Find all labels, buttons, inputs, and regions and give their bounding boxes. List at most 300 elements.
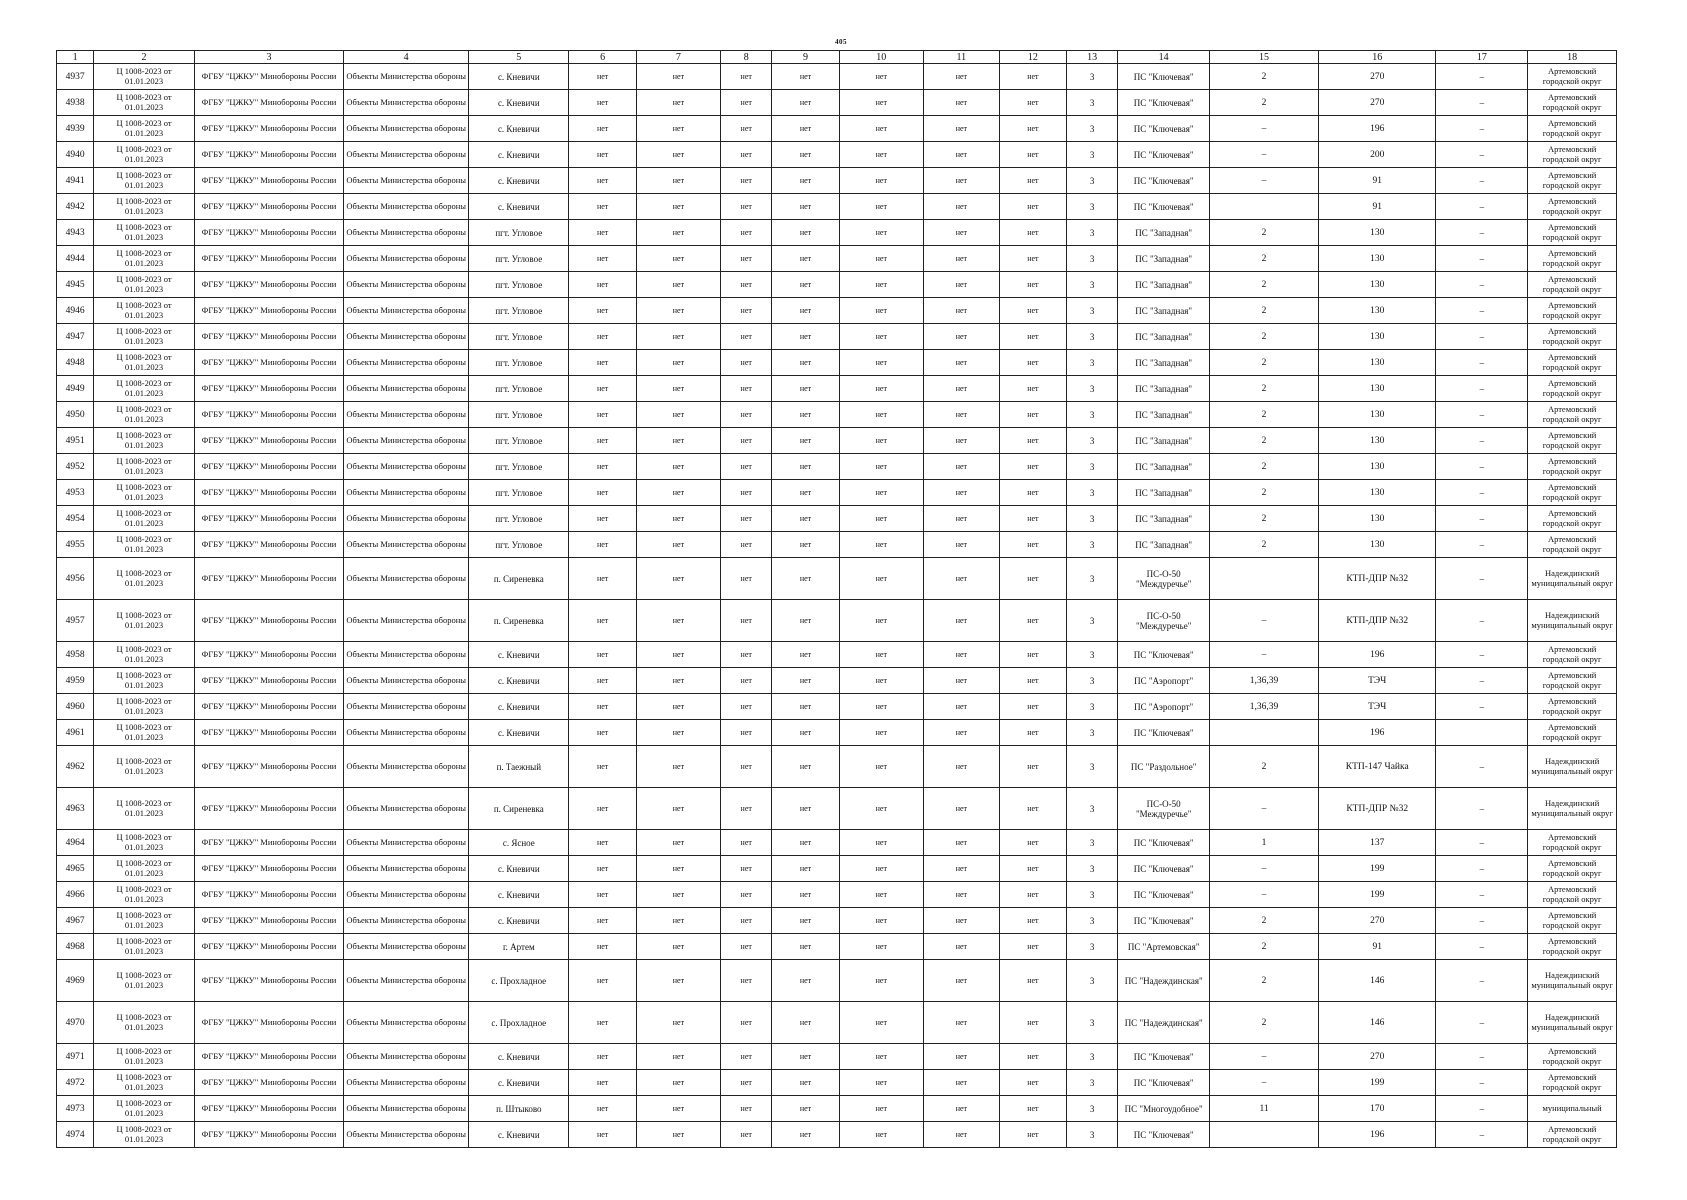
cell-col-6: нет [569,532,636,558]
cell-col-5: с. Кневичи [469,856,569,882]
cell-col-6: нет [569,376,636,402]
cell-col-10: нет [839,1002,923,1044]
cell-col-11: нет [923,668,999,694]
cell-col-14: ПС "Артемовская" [1118,934,1210,960]
cell-col-6: нет [569,350,636,376]
cell-col-7: нет [636,960,720,1002]
cell-col-7: нет [636,558,720,600]
cell-col-3: ФГБУ "ЦЖКУ" Минобороны России [194,298,343,324]
cell-col-17: – [1436,428,1528,454]
cell-col-6: нет [569,934,636,960]
cell-col-3: ФГБУ "ЦЖКУ" Минобороны России [194,272,343,298]
cell-col-3: ФГБУ "ЦЖКУ" Минобороны России [194,1002,343,1044]
cell-col-10: нет [839,246,923,272]
cell-col-6: нет [569,746,636,788]
cell-col-4: Объекты Министерства обороны [344,506,469,532]
cell-col-9: нет [772,882,839,908]
cell-col-9: нет [772,830,839,856]
cell-col-13: 3 [1067,350,1118,376]
cell-col-4: Объекты Министерства обороны [344,168,469,194]
cell-col-18: Артемовский городской округ [1528,246,1617,272]
cell-col-18: Надеждинский муниципальный округ [1528,600,1617,642]
cell-col-2: Ц 1008-2023 от 01.01.2023 [94,882,194,908]
cell-col-10: нет [839,90,923,116]
cell-col-4: Объекты Министерства обороны [344,960,469,1002]
cell-col-10: нет [839,350,923,376]
cell-col-14: ПС "Западная" [1118,428,1210,454]
cell-col-1: 4971 [57,1044,94,1070]
cell-col-14: ПС "Ключевая" [1118,1122,1210,1148]
cell-col-18: Артемовский городской округ [1528,402,1617,428]
cell-col-13: 3 [1067,298,1118,324]
cell-col-13: 3 [1067,830,1118,856]
cell-col-18: Артемовский городской округ [1528,64,1617,90]
table-row [57,246,1617,272]
cell-col-1: 4965 [57,856,94,882]
cell-col-15: 2 [1210,402,1319,428]
cell-col-18: Надеждинский муниципальный округ [1528,558,1617,600]
cell-col-11: нет [923,142,999,168]
cell-col-5: с. Кневичи [469,64,569,90]
column-header-9: 9 [772,51,839,64]
cell-col-16: 130 [1318,532,1435,558]
cell-col-3: ФГБУ "ЦЖКУ" Минобороны России [194,856,343,882]
cell-col-9: нет [772,694,839,720]
cell-col-4: Объекты Министерства обороны [344,720,469,746]
cell-col-17: – [1436,1002,1528,1044]
cell-col-13: 3 [1067,882,1118,908]
cell-col-2: Ц 1008-2023 от 01.01.2023 [94,116,194,142]
cell-col-10: нет [839,720,923,746]
cell-col-4: Объекты Министерства обороны [344,454,469,480]
cell-col-12: нет [999,480,1066,506]
cell-col-13: 3 [1067,506,1118,532]
cell-col-5: с. Прохладное [469,1002,569,1044]
cell-col-8: нет [721,960,772,1002]
cell-col-6: нет [569,480,636,506]
cell-col-17: – [1436,116,1528,142]
cell-col-18: Артемовский городской округ [1528,480,1617,506]
cell-col-16: КТП-147 Чайка [1318,746,1435,788]
cell-col-1: 4951 [57,428,94,454]
cell-col-10: нет [839,882,923,908]
cell-col-5: с. Кневичи [469,168,569,194]
cell-col-15: 2 [1210,532,1319,558]
cell-col-11: нет [923,428,999,454]
cell-col-18: Артемовский городской округ [1528,90,1617,116]
cell-col-15 [1210,720,1319,746]
cell-col-5: пгт. Угловое [469,272,569,298]
cell-col-4: Объекты Министерства обороны [344,746,469,788]
cell-col-16: 130 [1318,298,1435,324]
cell-col-3: ФГБУ "ЦЖКУ" Минобороны России [194,350,343,376]
cell-col-13: 3 [1067,908,1118,934]
cell-col-18: Артемовский городской округ [1528,856,1617,882]
cell-col-6: нет [569,908,636,934]
cell-col-4: Объекты Министерства обороны [344,1070,469,1096]
cell-col-14: ПС "Ключевая" [1118,882,1210,908]
cell-col-9: нет [772,960,839,1002]
cell-col-5: пгт. Угловое [469,428,569,454]
cell-col-4: Объекты Министерства обороны [344,116,469,142]
cell-col-3: ФГБУ "ЦЖКУ" Минобороны России [194,558,343,600]
cell-col-9: нет [772,298,839,324]
cell-col-4: Объекты Министерства обороны [344,642,469,668]
cell-col-17: – [1436,480,1528,506]
cell-col-14: ПС "Западная" [1118,454,1210,480]
cell-col-5: пгт. Угловое [469,402,569,428]
cell-col-2: Ц 1008-2023 от 01.01.2023 [94,168,194,194]
cell-col-17: – [1436,506,1528,532]
cell-col-17: – [1436,908,1528,934]
cell-col-11: нет [923,324,999,350]
table-row [57,558,1617,600]
cell-col-6: нет [569,694,636,720]
cell-col-15: 2 [1210,480,1319,506]
cell-col-10: нет [839,298,923,324]
cell-col-14: ПС "Ключевая" [1118,64,1210,90]
cell-col-14: ПС "Ключевая" [1118,856,1210,882]
cell-col-13: 3 [1067,1070,1118,1096]
cell-col-15: 2 [1210,1002,1319,1044]
cell-col-11: нет [923,746,999,788]
cell-col-10: нет [839,532,923,558]
cell-col-1: 4970 [57,1002,94,1044]
cell-col-17: – [1436,882,1528,908]
cell-col-8: нет [721,428,772,454]
cell-col-16: КТП-ДПР №32 [1318,788,1435,830]
table-row [57,116,1617,142]
cell-col-14: ПС "Аэропорт" [1118,694,1210,720]
cell-col-12: нет [999,1122,1066,1148]
cell-col-9: нет [772,746,839,788]
cell-col-14: ПС "Ключевая" [1118,90,1210,116]
cell-col-17: – [1436,746,1528,788]
cell-col-2: Ц 1008-2023 от 01.01.2023 [94,1044,194,1070]
cell-col-14: ПС "Ключевая" [1118,1044,1210,1070]
cell-col-8: нет [721,142,772,168]
cell-col-8: нет [721,830,772,856]
cell-col-8: нет [721,746,772,788]
cell-col-8: нет [721,402,772,428]
cell-col-16: 196 [1318,642,1435,668]
cell-col-10: нет [839,960,923,1002]
cell-col-15: – [1210,142,1319,168]
cell-col-12: нет [999,90,1066,116]
cell-col-9: нет [772,64,839,90]
cell-col-15: 2 [1210,428,1319,454]
cell-col-11: нет [923,856,999,882]
cell-col-5: с. Кневичи [469,642,569,668]
cell-col-9: нет [772,788,839,830]
cell-col-5: с. Кневичи [469,194,569,220]
table-row [57,376,1617,402]
cell-col-6: нет [569,272,636,298]
cell-col-10: нет [839,402,923,428]
cell-col-5: с. Кневичи [469,116,569,142]
cell-col-4: Объекты Министерства обороны [344,428,469,454]
cell-col-9: нет [772,194,839,220]
cell-col-4: Объекты Министерства обороны [344,90,469,116]
cell-col-7: нет [636,1070,720,1096]
cell-col-2: Ц 1008-2023 от 01.01.2023 [94,376,194,402]
cell-col-16: 130 [1318,246,1435,272]
cell-col-5: с. Ясное [469,830,569,856]
document-table-wrap [56,50,1617,1148]
cell-col-11: нет [923,116,999,142]
cell-col-14: ПС "Ключевая" [1118,720,1210,746]
cell-col-1: 4942 [57,194,94,220]
cell-col-5: п. Сиреневка [469,600,569,642]
cell-col-18: Артемовский городской округ [1528,694,1617,720]
cell-col-4: Объекты Министерства обороны [344,142,469,168]
cell-col-7: нет [636,324,720,350]
cell-col-4: Объекты Министерства обороны [344,1044,469,1070]
cell-col-11: нет [923,246,999,272]
cell-col-9: нет [772,324,839,350]
cell-col-11: нет [923,558,999,600]
cell-col-3: ФГБУ "ЦЖКУ" Минобороны России [194,830,343,856]
cell-col-14: ПС "Западная" [1118,480,1210,506]
cell-col-8: нет [721,558,772,600]
cell-col-15: – [1210,1044,1319,1070]
header-row [57,51,1617,64]
cell-col-1: 4962 [57,746,94,788]
cell-col-12: нет [999,934,1066,960]
cell-col-4: Объекты Министерства обороны [344,324,469,350]
cell-col-12: нет [999,788,1066,830]
cell-col-9: нет [772,1002,839,1044]
cell-col-2: Ц 1008-2023 от 01.01.2023 [94,220,194,246]
table-row [57,90,1617,116]
cell-col-13: 3 [1067,642,1118,668]
cell-col-17: – [1436,830,1528,856]
cell-col-8: нет [721,720,772,746]
column-header-2: 2 [94,51,194,64]
cell-col-18: Артемовский городской округ [1528,220,1617,246]
cell-col-16: 196 [1318,1122,1435,1148]
cell-col-14: ПС "Ключевая" [1118,642,1210,668]
table-row [57,882,1617,908]
table-row [57,642,1617,668]
cell-col-7: нет [636,1044,720,1070]
cell-col-5: с. Кневичи [469,1070,569,1096]
cell-col-7: нет [636,64,720,90]
cell-col-12: нет [999,324,1066,350]
cell-col-18: Надеждинский муниципальный округ [1528,1002,1617,1044]
cell-col-6: нет [569,454,636,480]
cell-col-14: ПС "Западная" [1118,324,1210,350]
cell-col-17: – [1436,1096,1528,1122]
cell-col-10: нет [839,600,923,642]
cell-col-8: нет [721,788,772,830]
cell-col-7: нет [636,1096,720,1122]
cell-col-4: Объекты Министерства обороны [344,1002,469,1044]
cell-col-2: Ц 1008-2023 от 01.01.2023 [94,298,194,324]
cell-col-14: ПС-О-50 "Междуречье" [1118,788,1210,830]
cell-col-2: Ц 1008-2023 от 01.01.2023 [94,600,194,642]
table-row [57,960,1617,1002]
cell-col-2: Ц 1008-2023 от 01.01.2023 [94,532,194,558]
cell-col-8: нет [721,194,772,220]
cell-col-2: Ц 1008-2023 от 01.01.2023 [94,64,194,90]
cell-col-7: нет [636,788,720,830]
cell-col-10: нет [839,746,923,788]
cell-col-13: 3 [1067,90,1118,116]
cell-col-4: Объекты Министерства обороны [344,830,469,856]
cell-col-4: Объекты Министерства обороны [344,272,469,298]
cell-col-13: 3 [1067,194,1118,220]
cell-col-1: 4937 [57,64,94,90]
cell-col-8: нет [721,908,772,934]
cell-col-12: нет [999,600,1066,642]
cell-col-6: нет [569,1044,636,1070]
cell-col-17: – [1436,694,1528,720]
cell-col-2: Ц 1008-2023 от 01.01.2023 [94,324,194,350]
cell-col-2: Ц 1008-2023 от 01.01.2023 [94,246,194,272]
cell-col-14: ПС "Западная" [1118,350,1210,376]
cell-col-12: нет [999,746,1066,788]
cell-col-15: – [1210,882,1319,908]
cell-col-5: пгт. Угловое [469,324,569,350]
cell-col-2: Ц 1008-2023 от 01.01.2023 [94,428,194,454]
cell-col-10: нет [839,324,923,350]
table-row [57,272,1617,298]
cell-col-12: нет [999,454,1066,480]
cell-col-5: с. Кневичи [469,694,569,720]
cell-col-10: нет [839,506,923,532]
cell-col-5: пгт. Угловое [469,246,569,272]
column-header-4: 4 [344,51,469,64]
cell-col-11: нет [923,90,999,116]
cell-col-7: нет [636,298,720,324]
cell-col-3: ФГБУ "ЦЖКУ" Минобороны России [194,142,343,168]
cell-col-18: Артемовский городской округ [1528,324,1617,350]
cell-col-13: 3 [1067,1122,1118,1148]
cell-col-15: 1,36,39 [1210,668,1319,694]
cell-col-5: пгт. Угловое [469,220,569,246]
cell-col-16: 146 [1318,1002,1435,1044]
cell-col-7: нет [636,934,720,960]
cell-col-10: нет [839,272,923,298]
cell-col-18: Артемовский городской округ [1528,908,1617,934]
cell-col-9: нет [772,720,839,746]
cell-col-4: Объекты Министерства обороны [344,1096,469,1122]
cell-col-11: нет [923,882,999,908]
cell-col-16: 130 [1318,324,1435,350]
cell-col-5: с. Прохладное [469,960,569,1002]
table-row [57,720,1617,746]
cell-col-6: нет [569,882,636,908]
cell-col-16: 130 [1318,506,1435,532]
cell-col-11: нет [923,1122,999,1148]
cell-col-5: пгт. Угловое [469,480,569,506]
cell-col-17: – [1436,376,1528,402]
cell-col-12: нет [999,532,1066,558]
cell-col-16: 270 [1318,1044,1435,1070]
table-row [57,402,1617,428]
cell-col-4: Объекты Министерства обороны [344,934,469,960]
cell-col-8: нет [721,454,772,480]
column-header-6: 6 [569,51,636,64]
cell-col-17: – [1436,558,1528,600]
cell-col-11: нет [923,194,999,220]
column-header-12: 12 [999,51,1066,64]
cell-col-15: 2 [1210,506,1319,532]
cell-col-1: 4947 [57,324,94,350]
cell-col-12: нет [999,882,1066,908]
cell-col-4: Объекты Министерства обороны [344,532,469,558]
cell-col-17: – [1436,194,1528,220]
cell-col-10: нет [839,788,923,830]
cell-col-6: нет [569,642,636,668]
cell-col-6: нет [569,194,636,220]
cell-col-4: Объекты Министерства обороны [344,64,469,90]
cell-col-16: 91 [1318,168,1435,194]
cell-col-8: нет [721,1002,772,1044]
cell-col-10: нет [839,376,923,402]
cell-col-12: нет [999,694,1066,720]
cell-col-11: нет [923,402,999,428]
cell-col-2: Ц 1008-2023 от 01.01.2023 [94,960,194,1002]
cell-col-6: нет [569,428,636,454]
cell-col-6: нет [569,168,636,194]
cell-col-12: нет [999,142,1066,168]
cell-col-14: ПС "Надеждинская" [1118,960,1210,1002]
cell-col-15: – [1210,788,1319,830]
cell-col-16: КТП-ДПР №32 [1318,600,1435,642]
cell-col-15: 2 [1210,960,1319,1002]
column-header-7: 7 [636,51,720,64]
cell-col-18: Артемовский городской округ [1528,116,1617,142]
cell-col-9: нет [772,246,839,272]
cell-col-18: Артемовский городской округ [1528,168,1617,194]
cell-col-16: 130 [1318,480,1435,506]
cell-col-15: 2 [1210,454,1319,480]
cell-col-12: нет [999,246,1066,272]
cell-col-8: нет [721,272,772,298]
cell-col-3: ФГБУ "ЦЖКУ" Минобороны России [194,694,343,720]
cell-col-18: Артемовский городской округ [1528,720,1617,746]
cell-col-14: ПС "Ключевая" [1118,168,1210,194]
cell-col-11: нет [923,694,999,720]
cell-col-11: нет [923,376,999,402]
cell-col-4: Объекты Министерства обороны [344,246,469,272]
cell-col-13: 3 [1067,1002,1118,1044]
cell-col-6: нет [569,1070,636,1096]
table-row [57,298,1617,324]
cell-col-14: ПС "Ключевая" [1118,908,1210,934]
cell-col-1: 4957 [57,600,94,642]
cell-col-15: 2 [1210,90,1319,116]
cell-col-18: Артемовский городской округ [1528,642,1617,668]
cell-col-6: нет [569,1096,636,1122]
cell-col-6: нет [569,788,636,830]
table-row [57,532,1617,558]
cell-col-11: нет [923,298,999,324]
cell-col-2: Ц 1008-2023 от 01.01.2023 [94,694,194,720]
cell-col-13: 3 [1067,668,1118,694]
cell-col-2: Ц 1008-2023 от 01.01.2023 [94,1122,194,1148]
cell-col-1: 4940 [57,142,94,168]
cell-col-3: ФГБУ "ЦЖКУ" Минобороны России [194,220,343,246]
cell-col-13: 3 [1067,116,1118,142]
table-row [57,506,1617,532]
cell-col-1: 4972 [57,1070,94,1096]
cell-col-2: Ц 1008-2023 от 01.01.2023 [94,454,194,480]
cell-col-1: 4964 [57,830,94,856]
cell-col-13: 3 [1067,376,1118,402]
